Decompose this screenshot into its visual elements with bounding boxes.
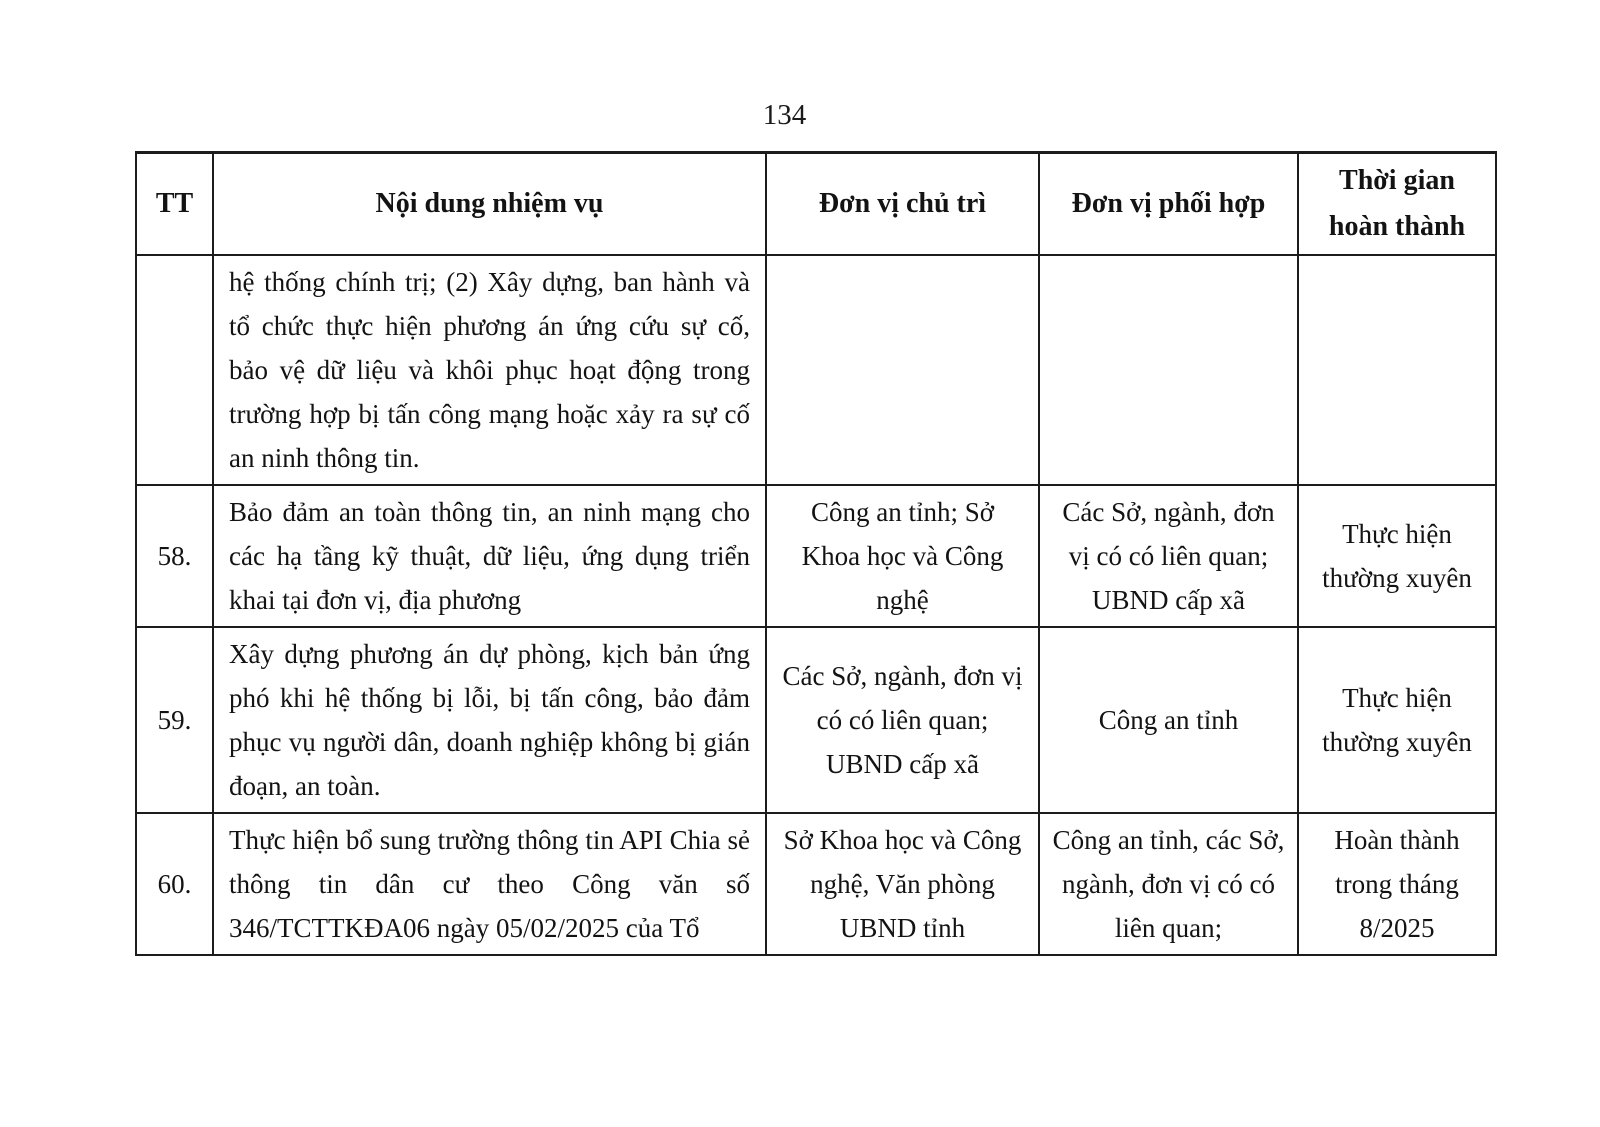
cell-tt: 58.: [137, 486, 214, 626]
cell-completion-time: Thực hiện thường xuyên: [1322, 683, 1472, 757]
cell-lead-unit: Sở Khoa học và Công nghệ, Văn phòng UBND tỉnh: [767, 814, 1040, 954]
cell-coordinating-unit: [1040, 256, 1299, 484]
page-number: 134: [762, 99, 807, 131]
cell-task: [214, 814, 767, 954]
cell-completion-time: [1299, 256, 1495, 484]
task-text: Thực hiện bổ sung trường thông tin API Chia sẻ thông tin dân cư theo Công văn số 346/TCTTKĐA06 ngày 05/02/2025 của Tổ: [229, 825, 750, 943]
header-lead-unit: [767, 154, 1040, 254]
header-tt-label: TT: [155, 188, 194, 219]
cell-completion-time: Thực hiện thường xuyên: [1322, 519, 1472, 593]
task-table: [135, 151, 1497, 956]
header-task: [214, 154, 767, 254]
table-row: [137, 256, 1495, 486]
task-text: Xây dựng phương án dự phòng, kịch bản ứng phó khi hệ thống bị lỗi, bị tấn công, bảo đảm phục vụ người dân, doanh nghiệp không bị gián đoạn, an toàn.: [229, 639, 750, 801]
cell-task: [214, 256, 767, 484]
header-coordinating-unit: [1040, 154, 1299, 254]
cell-completion-time: Hoàn thành trong tháng 8/2025: [1334, 825, 1460, 943]
cell-task: [214, 628, 767, 812]
table-row: [137, 628, 1495, 814]
header-tt: [137, 154, 214, 254]
header-completion-time-label: Thời gian hoàn thành: [1328, 165, 1466, 242]
table-header-row: [137, 154, 1495, 256]
cell-task: [214, 486, 767, 626]
cell-coordinating-unit: Các Sở, ngành, đơn vị có có liên quan; UBND cấp xã: [1040, 486, 1299, 626]
header-task-label: Nội dung nhiệm vụ: [375, 188, 604, 219]
cell-tt: [137, 256, 214, 484]
table-row: [137, 814, 1495, 954]
task-text: Bảo đảm an toàn thông tin, an ninh mạng cho các hạ tầng kỹ thuật, dữ liệu, ứng dụng triển khai tại đơn vị, địa phương: [229, 497, 750, 615]
header-coordinating-unit-label: Đơn vị phối hợp: [1071, 188, 1266, 219]
task-text: hệ thống chính trị; (2) Xây dựng, ban hành và tổ chức thực hiện phương án ứng cứu sự cố, bảo vệ dữ liệu và khôi phục hoạt động trong trường hợp bị tấn công mạng hoặc xảy ra sự cố an ninh thông tin.: [229, 267, 750, 473]
cell-coordinating-unit: Công an tỉnh, các Sở, ngành, đơn vị có có liên quan;: [1040, 814, 1299, 954]
cell-tt: 59.: [137, 628, 214, 812]
header-completion-time: [1299, 154, 1495, 254]
header-lead-unit-label: Đơn vị chủ trì: [818, 188, 987, 219]
cell-lead-unit: Công an tỉnh; Sở Khoa học và Công nghệ: [767, 486, 1040, 626]
cell-lead-unit: Các Sở, ngành, đơn vị có có liên quan; UBND cấp xã: [767, 628, 1040, 812]
table-row: [137, 486, 1495, 628]
cell-coordinating-unit: Công an tỉnh: [1040, 628, 1299, 812]
cell-tt: 60.: [137, 814, 214, 954]
cell-lead-unit: [767, 256, 1040, 484]
